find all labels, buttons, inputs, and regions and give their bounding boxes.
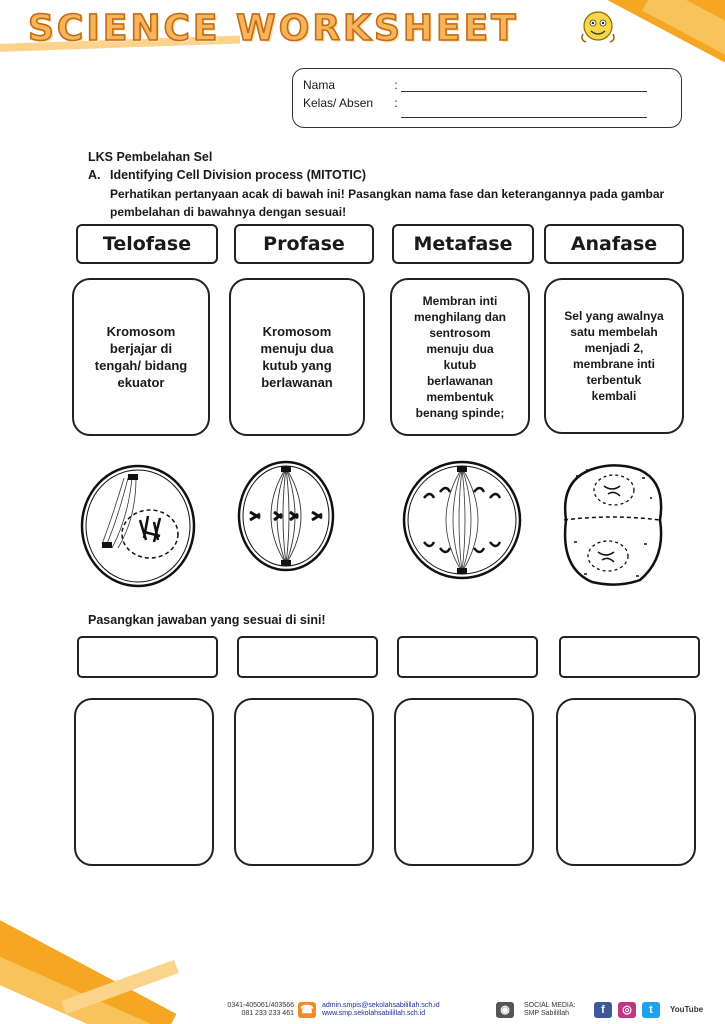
footer-phones	[196, 1002, 294, 1018]
description-line: Sel yang awalnya	[564, 309, 664, 323]
answer-description-box-3[interactable]	[394, 698, 534, 866]
answer-description-box-1[interactable]	[74, 698, 214, 866]
description-line: menuju dua	[426, 342, 494, 356]
phase-label-telofase: Telofase	[76, 224, 218, 264]
description-line: Membran inti	[422, 294, 498, 308]
description-line: berlawanan	[426, 374, 493, 388]
section-subtitle: Identifying Cell Division process (MITOTIC)	[110, 168, 367, 182]
description-line: benang spinde;	[415, 406, 505, 420]
description-line: tengah/ bidang	[94, 358, 188, 373]
answer-phase-box-1[interactable]	[77, 636, 218, 678]
instagram-icon[interactable]: ◎	[618, 1002, 636, 1018]
web-icon: ◉	[496, 1002, 514, 1018]
website-link[interactable]: www.smp.sekolahsabilillah.sch.id	[322, 1010, 426, 1017]
description-line: menuju dua	[260, 341, 334, 356]
colon: :	[394, 78, 398, 92]
social-media-handle: SMP Sabilillah	[524, 1010, 570, 1017]
footer-contact-bar	[196, 1000, 725, 1024]
description-line: ekuator	[117, 375, 165, 390]
name-label: Nama	[303, 78, 336, 92]
smiley-mascot-icon	[578, 6, 618, 48]
cell-diagram-telophase	[556, 458, 668, 592]
cell-diagram-anaphase	[400, 458, 524, 582]
colon: :	[394, 96, 398, 110]
description-line: Kromosom	[262, 324, 332, 339]
description-card-1	[72, 278, 210, 436]
answer-description-box-2[interactable]	[234, 698, 374, 866]
cell-diagram-prophase	[78, 458, 200, 590]
phone-number: 081 233 233 461	[241, 1010, 294, 1017]
description-line: satu membelah	[570, 325, 658, 339]
description-card-4	[544, 278, 684, 434]
description-line: menjadi 2,	[584, 341, 644, 355]
youtube-icon[interactable]: YouTube	[670, 1005, 704, 1014]
social-media-label: SOCIAL MEDIA:	[524, 1002, 576, 1009]
description-line: berjajar di	[109, 341, 173, 356]
footer-contacts	[322, 1002, 440, 1018]
phone-icon: ☎	[298, 1002, 316, 1018]
description-card-2	[229, 278, 365, 436]
description-line: berlawanan	[261, 375, 333, 390]
answer-prompt: Pasangkan jawaban yang sesuai di sini!	[88, 613, 326, 627]
lks-heading: LKS Pembelahan Sel	[88, 150, 213, 164]
email-link[interactable]: admin.smpis@sekolahsabilillah.sch.id	[322, 1002, 440, 1009]
instruction-line-1: Perhatikan pertanyaan acak di bawah ini! Pasangkan nama fase dan keterangannya pada gambar	[110, 187, 665, 201]
description-line: Kromosom	[106, 324, 176, 339]
answer-phase-box-3[interactable]	[397, 636, 538, 678]
instruction-line-2: pembelahan di bawahnya dengan sesuai!	[110, 205, 347, 219]
description-line: kembali	[591, 389, 637, 403]
description-line: kutub	[443, 358, 477, 372]
description-line: membrane inti	[572, 357, 655, 371]
class-field[interactable]	[401, 117, 647, 118]
phone-number: 0341-405061/403566	[227, 1002, 294, 1009]
description-line: terbentuk	[586, 373, 642, 387]
twitter-icon[interactable]: t	[642, 1002, 660, 1018]
answer-description-box-4[interactable]	[556, 698, 696, 866]
description-line: kutub yang	[262, 358, 332, 373]
phase-label-profase: Profase	[234, 224, 374, 264]
description-line: membentuk	[426, 390, 494, 404]
answer-phase-box-4[interactable]	[559, 636, 700, 678]
description-line: menghilang dan	[413, 310, 506, 324]
answer-phase-box-2[interactable]	[237, 636, 378, 678]
header-banner	[0, 0, 725, 62]
class-label: Kelas/ Absen	[303, 96, 374, 110]
footer-social-text	[524, 1002, 575, 1018]
facebook-icon[interactable]: f	[594, 1002, 612, 1018]
cell-diagram-metaphase	[236, 458, 338, 574]
phase-label-anafase: Anafase	[544, 224, 684, 264]
description-card-3	[390, 278, 530, 436]
name-field[interactable]	[401, 91, 647, 92]
phase-label-metafase: Metafase	[392, 224, 534, 264]
description-line: sentrosom	[429, 326, 491, 340]
student-info-box	[292, 68, 682, 128]
worksheet-title: SCIENCE WORKSHEET	[28, 8, 519, 49]
section-letter: A.	[88, 168, 101, 182]
